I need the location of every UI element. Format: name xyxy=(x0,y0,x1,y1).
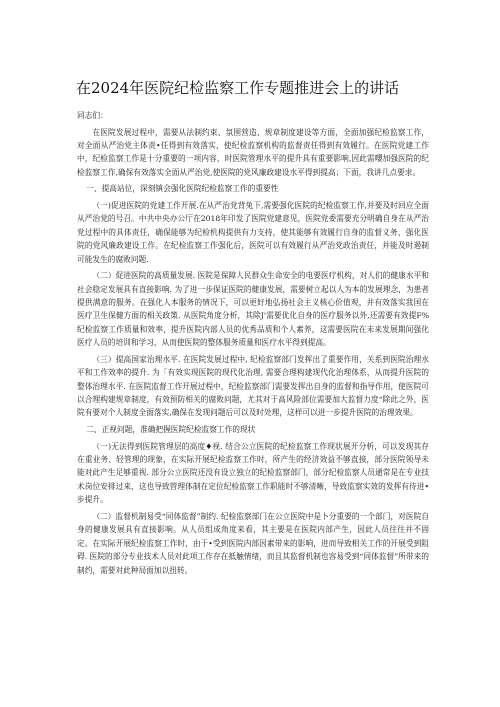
document-title: 在2024年医院纪检监察工作专题推进会上的讲话 xyxy=(76,79,400,97)
section-heading-2: 二、正视问题，准确把握医院纪检监察工作的现状 xyxy=(86,425,256,435)
intro-paragraph: 在医院发展过程中，需要从法制约束、氛围营造、规章制度建设等方面，全面加强纪检监察工作，对全面从严治党主体责•任得到有效落实，使纪检监察机构的监督责任得到有效履行。在医院党建工作中，纪检监察工作是十分重要的一项内容，时医院管理水平的提升具有重要影响,因此需嚶加强医院的纪检监察工作,确保有效落实全面从严治党,使医院的党风廉政建设水平得到提高；下面，我讲几点要求。 xyxy=(77,127,429,177)
document-body xyxy=(77,109,429,580)
section1-paragraph-2: （二）促进医院的高质量发展. 医院是保障人民群众生命安全的电要医疗机构，对人们的健康水平和社会稳定发展具有直接影响. 为了进一步保证医院的健康发展，需要树立起以人为本的发展理念，为患者提供满意的服务。在强化人本服务的情况下，可以更好地弘扬社会主义核心价值观，并有效落实我国在医疗卫生保健方面的相关政策. 从医院角度分析，其除J'需要优化自身的医疗服务以外,还需要有效提F%纪检监察工作质量和效率，提升医院内部人员的优秀品质和个人素养，这需要医院在未来发展期间强化医疗人员的培训和学习，从而使医院的整体服务质量和医疗水平得到提高。 xyxy=(77,271,429,348)
section-heading-1: 一、提高站位，深刻镇会强化医院纪检监察工作的重要性 xyxy=(86,184,279,194)
section1-paragraph-3: （三）提高国家治理水平. 在医院发展过程中, 纪检监察部门发挥出了重要作用，关系到医院治理水平和工作效率的提升. 为「有效实现医院的现代化治理, 需要合理构建现代化治理体系，从而提升医院的整体治理水平. 在医院监督工作开展过程中，纪检监察部门需要发挥出自身的监督和指导作用，使医院可以合理构建规章制度，有效预防相关的腐败问题，尤其对于高风险部位需要加大监督力度“除此之外，医院有要对个人制度全面落实,确保在发现问题后可以及时处理，这样可以进一步提升医院的治理效果。 xyxy=(77,354,429,418)
section2-paragraph-1: （一)无法得到医院管理层的高度♦视. 结合公立医院的纪检监察工作现状展开分析，可以发现其存在重业务、轻管理的现象，在实际开展纪检监察工作时，所产生的经济效益不够直接，部分医院领导未能对此产生足够重视. 部分公立医院还没有设立独立的纪检监察部门，部分纪检监察人员通常是在专业技术岗位安排过来，这也导致管理体制在定位纪检监察工作职能时不够清晰，导致监察实效的发挥有待进•步提升。 xyxy=(77,441,429,505)
salutation: 同志们： xyxy=(77,111,108,120)
section1-paragraph-1: （一)促进医院的党建工作开展.在从严治党背兔下,需要强化医院的纪检监察工作,并要及时回应全面从严治党的号召。中共中央办公厅在2018年印发了医院党建意见，医院党委需要充分明确自身在从严治党过程中的具体责任，确保能够为纪检机构提供有力支持，使其能够有效履行自身的监督义务，强化医院的党风廉政建设工作。在纪检监察工作强化后，医院可以有效履行从严治党政治责任，并能及时遏制可能发生的腐败问题. xyxy=(77,201,429,264)
section2-paragraph-2: （二）监督机制易受“同体监督”制约. 纪检监察部门在公立医院中是卜分重要的一个部门，对医院自身的健康发展具有直接影响。从人员组成角度来看，其主要是在医院内部产生，因此人员往往并不固定。在实际开展纪检监察工作时，由于•受到医院内部因素带来的影响，进而导致相关工作的开展受到阻碍. 医院的部分专业技术人员对此项工作存在抵触情绪，而且其监督机制也容易受到“同体监督”所带来的制约，需要对此种局面加以扭转。 xyxy=(77,511,429,575)
